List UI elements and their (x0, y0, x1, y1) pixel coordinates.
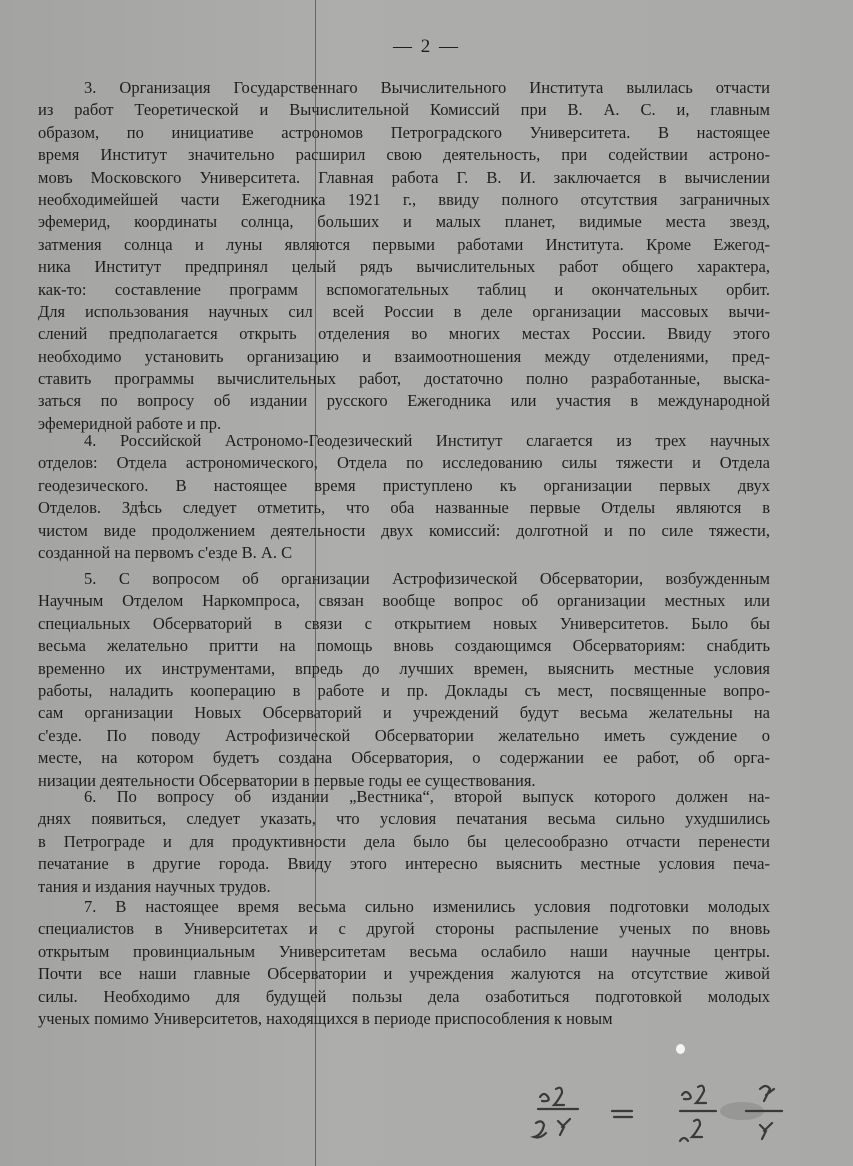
text-line: созданной на первомъ с'езде В. А. С (38, 542, 293, 562)
text-line: Для использования научных сил всей России в деле организации массовых вычи- (38, 301, 770, 321)
text-line: отделов: Отдела астрономического, Отдела по исследованию силы тяжести и Отдела (38, 453, 770, 473)
text-line: Почти все наши главные Обсерватории и учреждения жалуются на отсутствие живой (38, 964, 770, 984)
paragraph-7 (38, 896, 770, 1030)
text-line: силы. Необходимо для будущей пользы дела озаботиться подготовкой молодых (38, 986, 770, 1006)
handwritten-formula (520, 1075, 790, 1155)
text-line: мовъ Московского Университета. Главная работа Г. В. И. заключается в вычислении (38, 167, 770, 187)
text-line: необходимо установить организацию и взаимоотношения между отделениями, пред- (38, 346, 770, 366)
page-number: — 2 — (393, 36, 460, 57)
text-line: 3. Организация Государственнаго Вычислительного Института вылилась отчасти (84, 78, 770, 97)
paragraph-5 (38, 568, 770, 792)
text-line: специальных Обсерваторий в связи с открытием новых Университетов. Было бы (38, 613, 770, 633)
text-line: как-то: составление программ вспомогательных таблиц и окончательных орбит. (38, 279, 770, 299)
text-line: заться по вопросу об издании русского Ежегодника или участия в международной (38, 391, 770, 411)
text-line: необходимейшей части Ежегодника 1921 г., ввиду полного отсутствия заграничных (38, 189, 770, 209)
paragraph-6 (38, 786, 770, 898)
text-line: чистом виде продолжением деятельности двух комиссий: долготной и по силе тяжести, (38, 520, 770, 540)
text-line: тания и издания научных трудов. (38, 876, 271, 896)
text-line: слений предполагается открыть отделения во многих местах России. Ввиду этого (38, 324, 770, 344)
text-line: геодезического. В настоящее время приступлено къ организации первых двух (38, 475, 770, 495)
text-line: специалистов в Университетах и с другой стороны распыление ученых по вновь (38, 919, 770, 939)
text-line: открытым провинциальным Университетам весьма ослабило наши научные центры. (38, 941, 770, 961)
text-line: сам организации Новых Обсерваторий и учреждений будут весьма желательны на (38, 703, 770, 723)
text-line: время Институт значительно расширил свою деятельность, при содействии астроно- (38, 145, 770, 165)
text-line: затмения солнца и луны являются первыми работами Института. Кроме Ежегод- (38, 234, 770, 254)
text-line: низации деятельности Обсерватории в первые годы ее существования. (38, 770, 536, 790)
text-line: из работ Теоретической и Вычислительной Комиссий при В. А. С. и, главным (38, 100, 770, 120)
text-line: временно их инструментами, впредь до лучших времен, выяснить местные условия (38, 658, 770, 678)
text-line: Отделов. Здѣсь следует отметить, что оба названные первые Отделы являются в (38, 498, 770, 518)
text-line: печатание в другие города. Ввиду этого интересно выяснить местные условия печа- (38, 854, 770, 874)
text-line: 4. Российской Астрономо-Геодезический Институт слагается из трех научных (84, 431, 770, 450)
text-line: ставить программы вычислительных работ, достаточно полно разработанные, выска- (38, 369, 770, 389)
text-line: в Петрограде и для продуктивности дела было бы целесообразно отчасти перенести (38, 831, 770, 851)
text-line: днях появиться, следует указать, что условия печатания весьма сильно ухудшились (38, 809, 770, 829)
paragraph-3 (38, 77, 770, 435)
text-line: Научным Отделом Наркомпроса, связан вообще вопрос об организации местных или (38, 591, 770, 611)
text-line: ученых помимо Университетов, находящихся в периоде приспособления к новым (38, 1008, 613, 1028)
text-line: 7. В настоящее время весьма сильно изменились условия подготовки молодых (84, 897, 770, 916)
text-line: эфемеридной работе и пр. (38, 413, 222, 433)
text-line: весьма желательно притти на помощь вновь создающимся Обсерваториям: снабдить (38, 636, 770, 656)
paragraph-4 (38, 430, 770, 564)
paper-blemish (676, 1044, 685, 1054)
text-line: 5. С вопросом об организации Астрофизической Обсерватории, возбужденным (84, 569, 770, 588)
text-line: образом, по инициативе астрономов Петроградского Университета. В настоящее (38, 122, 770, 142)
text-line: ника Институт предпринял целый рядъ вычислительных работ общего характера, (38, 257, 770, 277)
text-line: с'езде. По поводу Астрофизической Обсерватории желательно иметь суждение о (38, 725, 770, 745)
text-line: работы, наладить кооперацию в работе и пр. Доклады съ мест, посвященные вопро- (38, 680, 770, 700)
text-line: месте, на котором будетъ создана Обсерватория, о содержании ее работ, об орга- (38, 748, 770, 768)
text-line: 6. По вопросу об издании „Вестника“, второй выпуск которого должен на- (84, 787, 770, 806)
text-line: эфемерид, координаты солнца, больших и малых планет, видимые места звезд, (38, 212, 770, 232)
